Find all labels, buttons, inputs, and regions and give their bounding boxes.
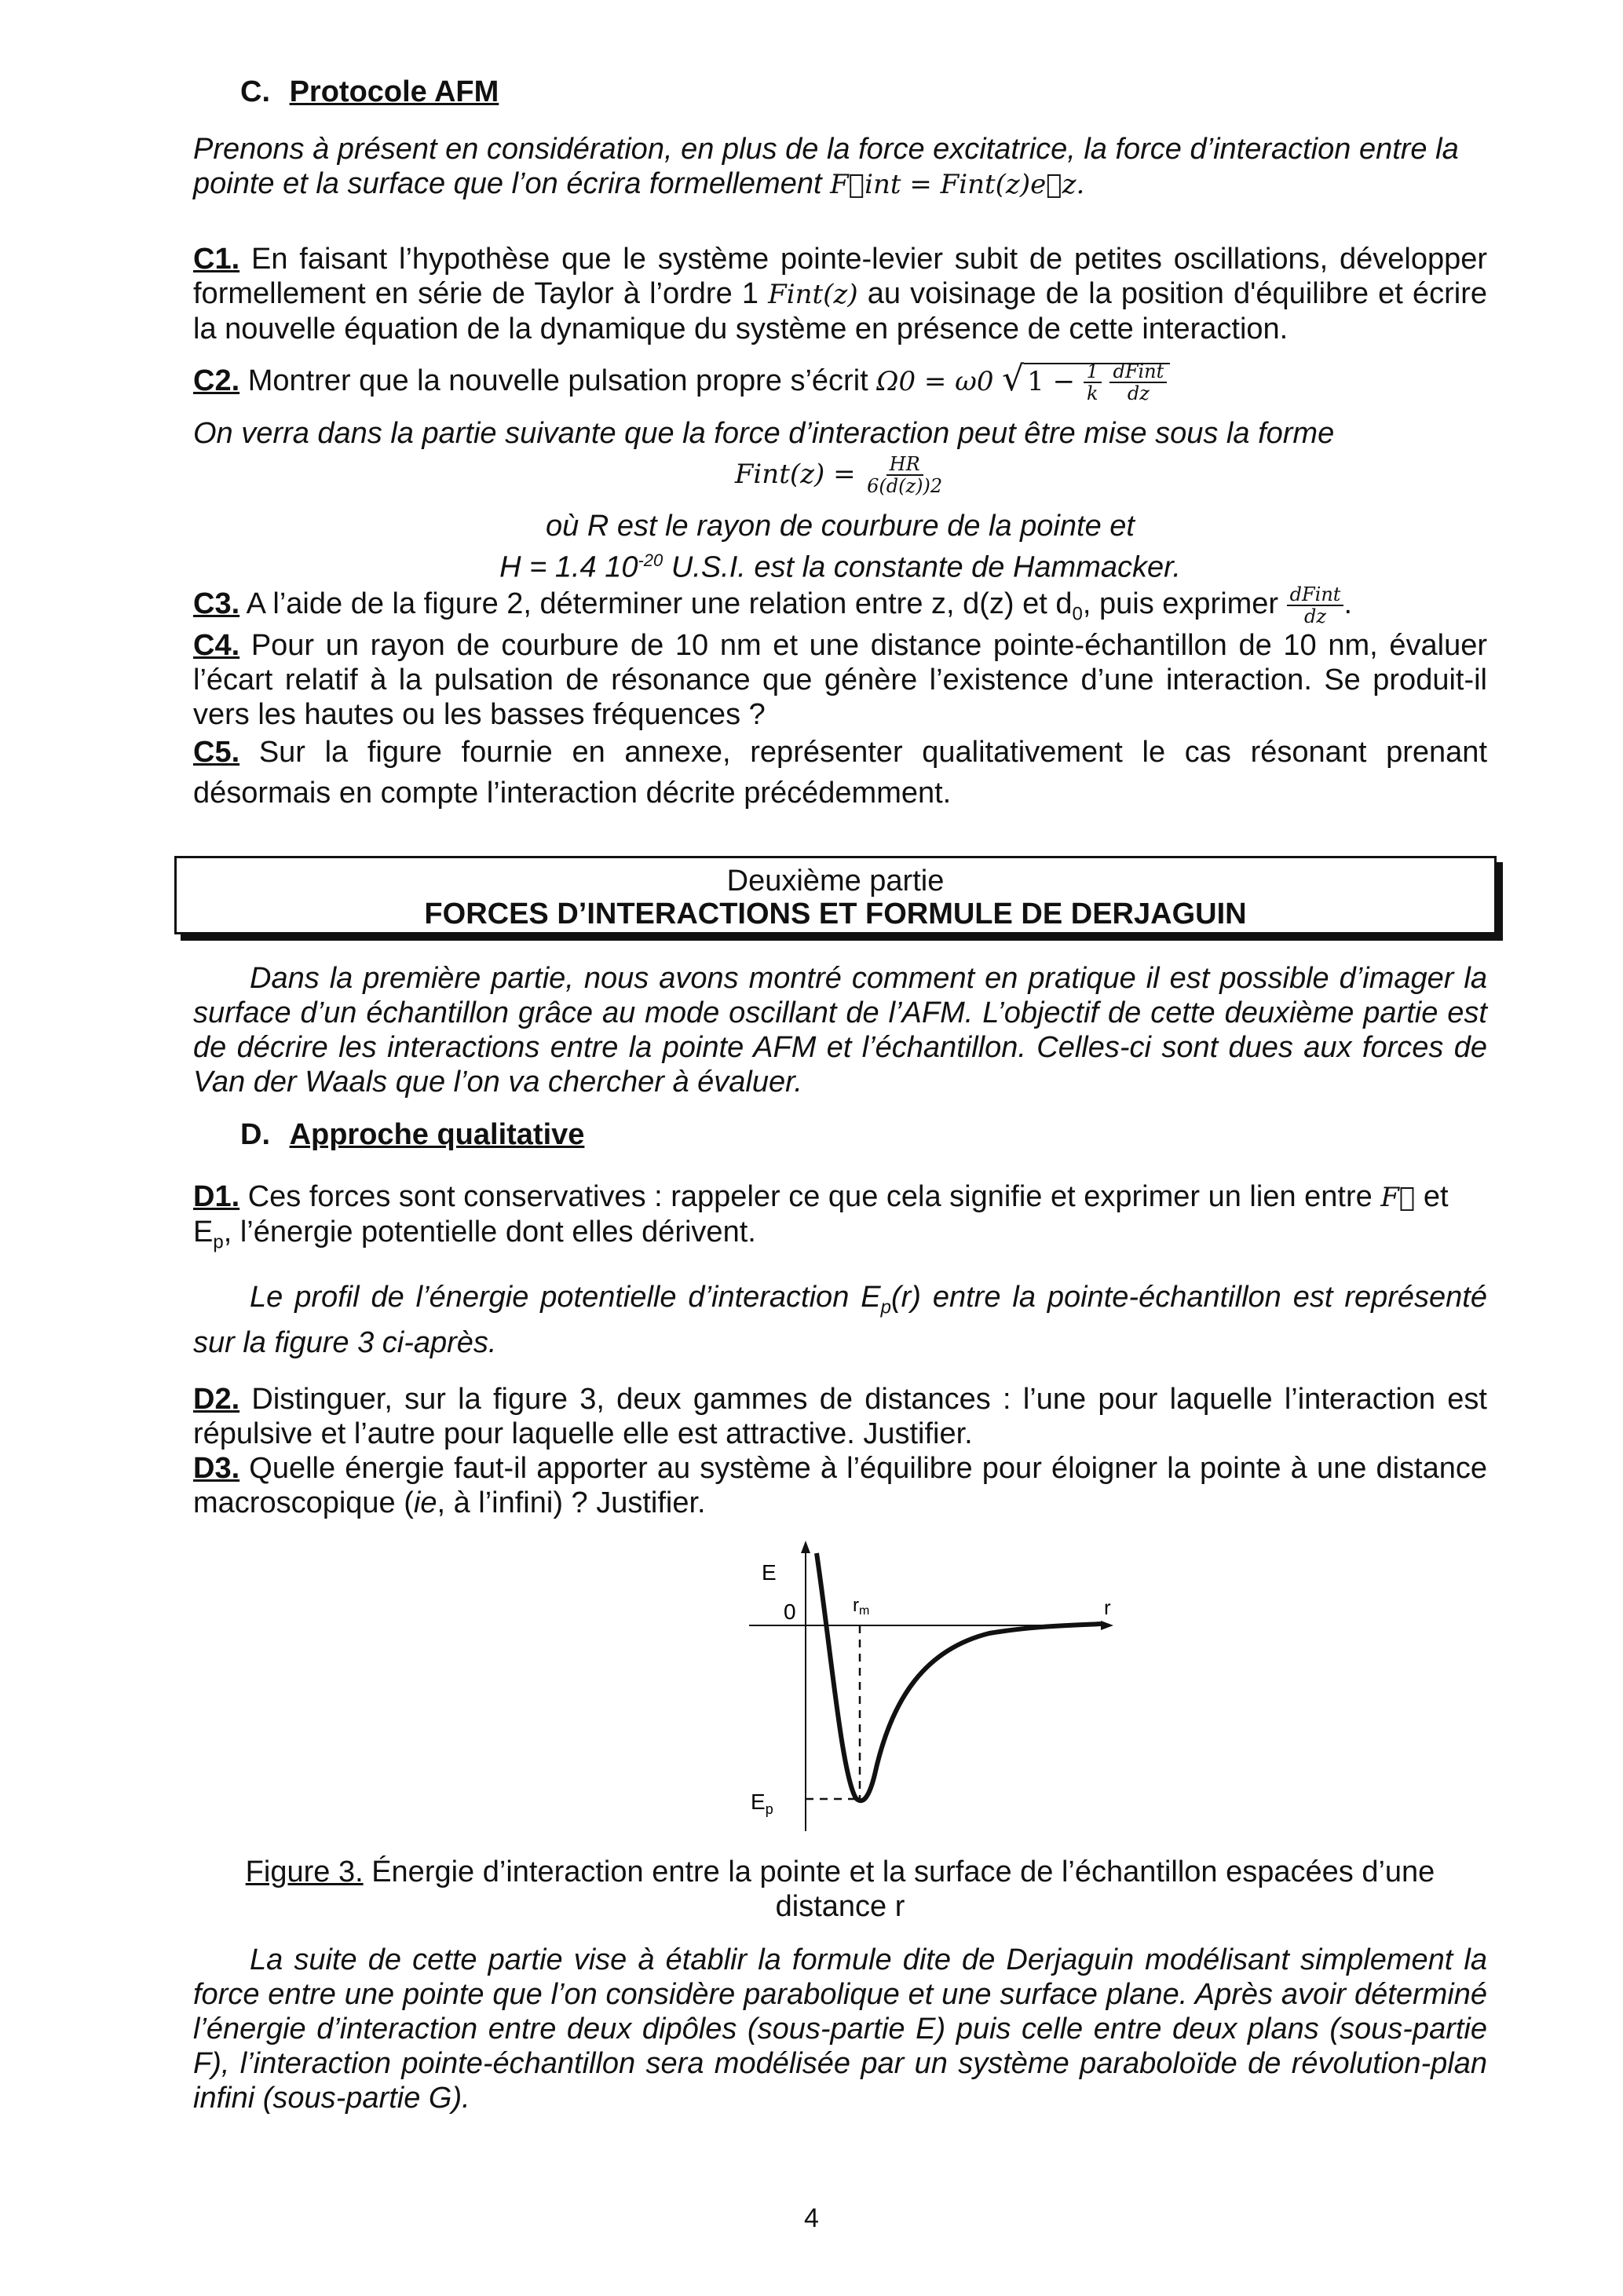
d1-force-symbol: F⃗ [1380,1182,1416,1213]
question-c5 [193,732,1487,813]
c2-frac-1 [1084,361,1102,404]
question-c1 [193,242,1487,346]
figure-3-caption-line-2: distance r [775,1890,905,1923]
d1-note-sub: p [880,1296,891,1318]
d3-text-b: , à l’infini) ? Justifier. [437,1486,706,1519]
intro-line-2 [193,166,1487,202]
figure-3-caption [193,1855,1487,1924]
c1-label: C1. [193,243,240,276]
figure-3-plot [738,1539,1131,1837]
c2-note-line-4 [193,543,1487,585]
c1-text-b: au voisinage de la position d'équilibre et écrire la nouvelle équation de la dynamique du système en présence de cette interaction. [193,277,1488,345]
c1-text-a: En faisant l’hypothèse que le système pointe-levier subit de petites oscillations, développer formellement en série de Taylor à l’ordre 1 [193,243,1488,310]
rm-label [853,1595,869,1618]
part-two-banner [174,856,1497,934]
ep-label [751,1790,773,1817]
c3-label: C3. [193,587,240,621]
c3-frac-den: dz [1304,605,1327,627]
d2-text: Distinguer, sur la figure 3, deux gammes de distances : l’une pour laquelle l’interaction est répulsive et l’autre pour laquelle elle est attractive. Justifier. [193,1383,1487,1450]
c3-frac [1287,584,1344,627]
figure-3-caption-label: Figure 3. [245,1855,364,1888]
c5-text: Sur la figure fournie en annexe, représenter qualitativement le cas résonant prenant désormais en compte l’interaction décrite précédemment. [193,736,1487,810]
part-two-subtitle: Deuxième partie [726,865,945,898]
y-axis-arrow [801,1541,810,1553]
section-d-letter: D. [240,1118,270,1151]
hamaker-a: H = 1.4 10 [499,550,638,584]
intro-line-2-text: pointe et la surface que l’on écrira formellement [193,167,822,200]
rm-label-main: r [853,1595,859,1616]
d2-label: D2. [193,1383,240,1416]
c1-symbol: Fint(z) [768,279,858,310]
c2-eq-one: 1 − [1027,366,1076,398]
page-number: 4 [804,2203,819,2233]
question-d3 [193,1451,1487,1520]
section-c-intro [193,132,1487,202]
d1-note-b: (r) entre la pointe-échantillon est représenté sur la figure 3 ci-après. [193,1281,1487,1359]
fint-formula [193,454,1487,496]
c2-label: C2. [193,364,240,398]
c2-frac-2-num: dFint [1109,361,1167,383]
section-d-title: Approche qualitative [289,1118,585,1151]
d1-text-a: Ces forces sont conservatives : rappeler ce que cela signifie et exprimer un lien entre [247,1180,1373,1213]
section-d-heading [240,1118,584,1152]
fint-formula-den: 6(d(z))2 [867,475,943,497]
sqrt-content [1024,360,1170,404]
part-two-intro: Dans la première partie, nous avons montré comment en pratique il est possible d’imager la surface d’un échantillon grâce au mode oscillant de l’AFM. L’objectif de cette deuxième partie est de décrire les interactions entre la pointe AFM et l’échantillon. Celles-ci sont dues aux forces de Van der Waals que l’on va chercher à évaluer. [193,962,1487,1099]
fint-equation: F⃗int = Fint(z)e⃗z. [830,169,1085,200]
sqrt-sign: √ [1002,359,1025,400]
c3-text-b: , puis exprimer [1082,587,1279,621]
x-axis-arrow [1101,1621,1113,1630]
part-two-title: FORCES D’INTERACTIONS ET FORMULE DE DERJAGUIN [424,898,1247,930]
c4-text: Pour un rayon de courbure de 10 nm et une distance pointe-échantillon de 10 nm, évaluer l’écart relatif à la pulsation de résonance que génère l’existence d’une interaction. Se produit-il vers les hautes ou les basses fréquences ? [193,629,1487,731]
d1-note-a: Le profil de l’énergie potentielle d’interaction E [250,1281,881,1314]
section-c-heading [240,75,499,109]
question-c3 [193,584,1487,632]
c3-sub: 0 [1072,603,1083,625]
potential-curve [817,1553,1101,1801]
hamaker-exp: -20 [638,550,663,570]
d1-text-c: , l’énergie potentielle dont elles dérivent. [223,1216,756,1249]
hamaker-b: U.S.I. est la constante de Hammacker. [663,550,1181,584]
rm-label-sub: m [859,1604,870,1618]
d3-text-a: Quelle énergie faut-il apporter au système à l’équilibre pour éloigner la pointe à une distance macroscopique ( [193,1452,1488,1519]
c2-frac-2-den: dz [1127,382,1150,404]
question-d2 [193,1382,1487,1451]
question-c4 [193,628,1487,732]
c3-frac-num: dFint [1287,584,1344,606]
d1-text-b: et E [193,1180,1449,1249]
c5-label: C5. [193,736,240,769]
c2-frac-2 [1109,361,1167,404]
c4-label: C4. [193,629,240,662]
c3-end: . [1343,587,1353,621]
figure-3-caption-text: Énergie d’interaction entre la pointe et la surface de l’échantillon espacées d’une [371,1855,1435,1888]
origin-label: 0 [784,1600,796,1624]
ep-label-sub: p [765,1801,773,1817]
question-d1 [193,1179,1487,1260]
d1-sub: p [213,1231,224,1253]
c2-note-line-3: où R est le rayon de courbure de la pointe et [546,510,1135,543]
axis-label-e: E [762,1560,777,1585]
intro-line-1: Prenons à présent en considération, en plus de la force excitatrice, la force d’interaction entre la [193,133,1459,166]
d1-label: D1. [193,1180,240,1213]
ep-label-main: E [751,1790,766,1814]
closing-paragraph: La suite de cette partie vise à établir la formule dite de Derjaguin modélisant simplement la force entre une pointe que l’on considère parabolique et une surface plane. Après avoir déterminé l’énergie d’interaction entre deux dipôles (sous-partie E) puis celle entre deux plans (sous-partie F), l’interaction pointe-échantillon sera modélisée par un système paraboloïde de révolution-plan infini (sous-partie G). [193,1943,1487,2115]
section-c-title: Protocole AFM [289,75,499,108]
question-c2 [193,361,1487,408]
fint-formula-num: HR [886,454,923,476]
section-c-letter: C. [240,75,270,108]
fint-formula-lhs: Fint(z) = [734,459,856,491]
figure-3-caption-line-1 [193,1855,1487,1889]
fint-formula-frac [864,454,945,496]
c2-text: Montrer que la nouvelle pulsation propre s’écrit [247,364,868,398]
c2-frac-1-den: k [1087,382,1098,404]
c2-note-line-1: On verra dans la partie suivante que la force d’interaction peut être mise sous la forme [193,417,1335,450]
d3-ie: ie [413,1486,437,1519]
c2-frac-1-num: 1 [1084,361,1102,383]
d3-label: D3. [193,1452,240,1485]
d1-note [193,1280,1487,1360]
axis-label-r: r [1104,1596,1111,1619]
c3-text: A l’aide de la figure 2, déterminer une relation entre z, d(z) et d [246,587,1073,621]
c2-eq-lhs: Ω0 = ω0 [876,366,994,398]
